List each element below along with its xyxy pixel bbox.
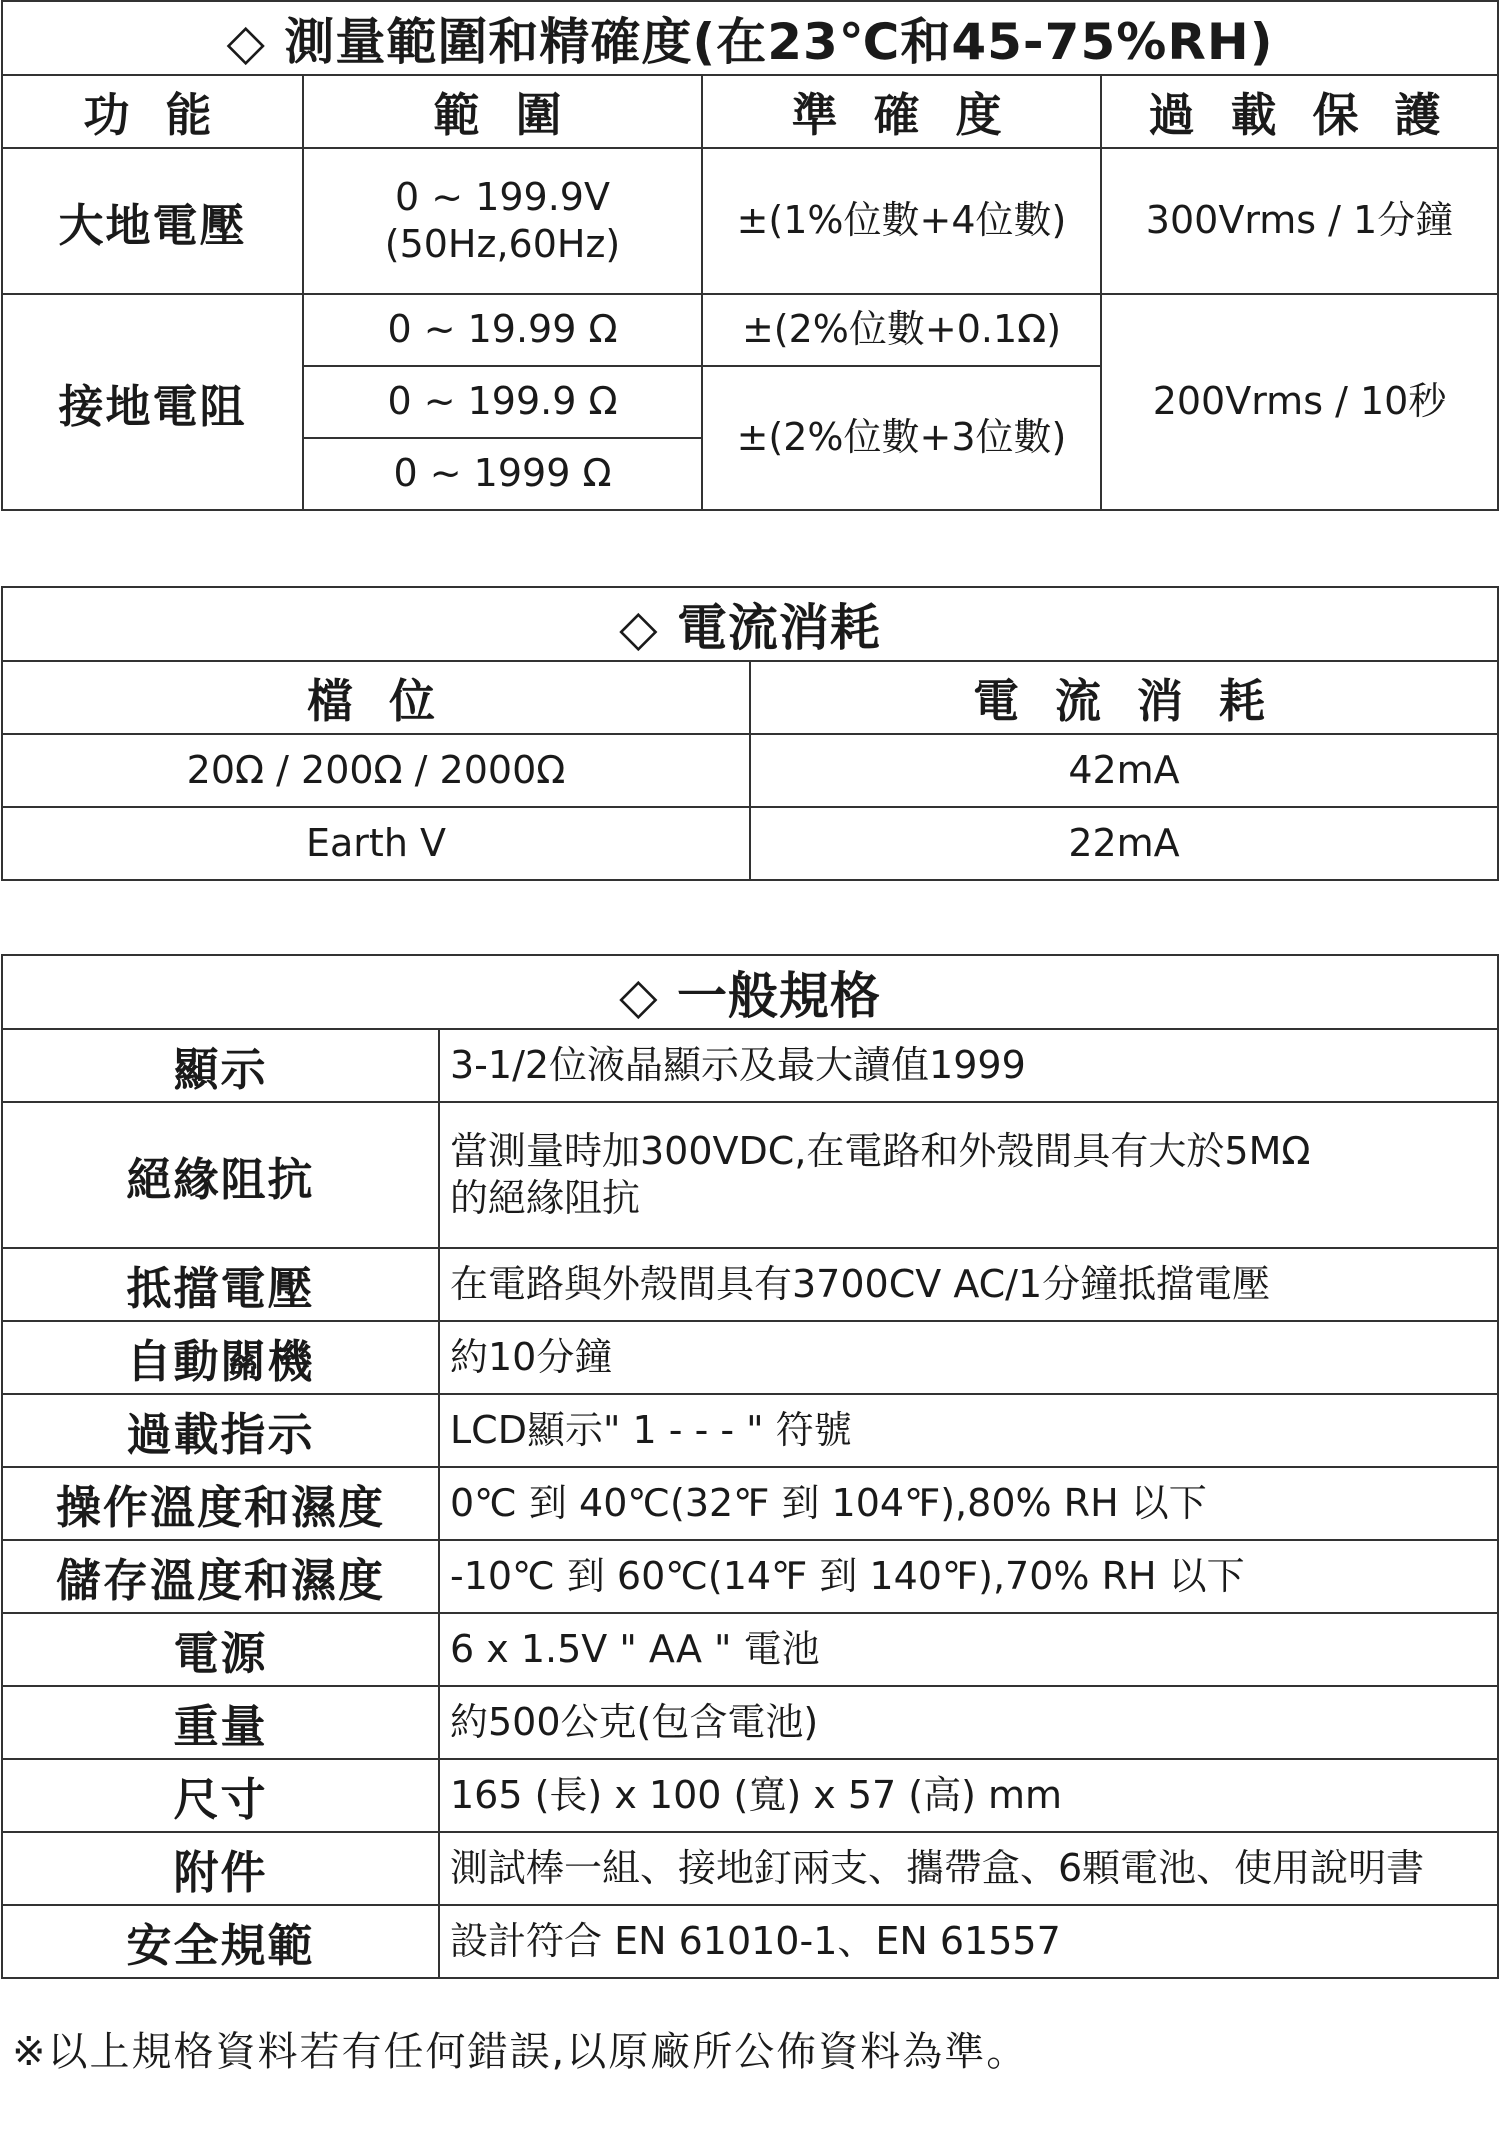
spec-value-overload-indicator: LCD顯示" 1 - - - " 符號 <box>439 1394 1498 1467</box>
spec-value-insulation-line-1: 當測量時加300VDC,在電路和外殼間具有大於5MΩ <box>450 1128 1311 1173</box>
spec-value-weight: 約500公克(包含電池) <box>439 1686 1498 1759</box>
earth-resistance-range-2: 0 ~ 199.9 Ω <box>303 366 702 438</box>
spec-value-insulation <box>439 1102 1498 1248</box>
disclaimer-note: ※以上規格資料若有任何錯誤,以原廠所公佈資料為準。 <box>12 2029 1029 2075</box>
earth-resistance-label: 接地電阻 <box>2 294 303 510</box>
spec-value-dimensions: 165 (長) x 100 (寬) x 57 (高) mm <box>439 1759 1498 1832</box>
header-function: 功 能 <box>2 75 303 148</box>
measurement-title: ◇ 測量範圍和精確度(在23℃和45-75%RH) <box>2 1 1498 75</box>
current-row-1-value: 42mA <box>750 734 1498 807</box>
spec-value-operating-environment: 0℃ 到 40℃(32℉ 到 104℉),80% RH 以下 <box>439 1467 1498 1540</box>
header-current: 電 流 消 耗 <box>750 661 1498 734</box>
spec-label-display: 顯示 <box>2 1029 439 1102</box>
earth-resistance-overload: 200Vrms / 10秒 <box>1101 294 1498 510</box>
spec-label-insulation: 絕緣阻抗 <box>2 1102 439 1248</box>
header-position: 檔 位 <box>2 661 750 734</box>
spec-value-safety-standard: 設計符合 EN 61010-1、EN 61557 <box>439 1905 1498 1978</box>
spec-label-storage-environment: 儲存溫度和濕度 <box>2 1540 439 1613</box>
earth-voltage-frequency: (50Hz,60Hz) <box>384 222 621 266</box>
current-row-2-value: 22mA <box>750 807 1498 880</box>
spec-label-withstand-voltage: 抵擋電壓 <box>2 1248 439 1321</box>
header-overload: 過 載 保 護 <box>1101 75 1498 148</box>
current-title: ◇ 電流消耗 <box>2 587 1498 661</box>
earth-resistance-range-3: 0 ~ 1999 Ω <box>303 438 702 510</box>
spec-label-safety-standard: 安全規範 <box>2 1905 439 1978</box>
earth-resistance-accuracy-2: ±(2%位數+3位數) <box>702 366 1101 510</box>
spec-label-operating-environment: 操作溫度和濕度 <box>2 1467 439 1540</box>
header-accuracy: 準 確 度 <box>702 75 1101 148</box>
current-row-1-range: 20Ω / 200Ω / 2000Ω <box>2 734 750 807</box>
spec-value-display: 3-1/2位液晶顯示及最大讀值1999 <box>439 1029 1498 1102</box>
measurement-table <box>1 0 1499 511</box>
spec-label-overload-indicator: 過載指示 <box>2 1394 439 1467</box>
spec-label-power: 電源 <box>2 1613 439 1686</box>
spec-value-power: 6 x 1.5V " AA " 電池 <box>439 1613 1498 1686</box>
general-spec-table <box>1 954 1499 1979</box>
spec-label-weight: 重量 <box>2 1686 439 1759</box>
earth-resistance-range-1: 0 ~ 19.99 Ω <box>303 294 702 366</box>
earth-resistance-accuracy-1: ±(2%位數+0.1Ω) <box>702 294 1101 366</box>
spec-label-accessories: 附件 <box>2 1832 439 1905</box>
current-table <box>1 586 1499 881</box>
spec-label-auto-power-off: 自動關機 <box>2 1321 439 1394</box>
earth-voltage-overload: 300Vrms / 1分鐘 <box>1101 148 1498 294</box>
spec-value-accessories: 測試棒一組、接地釘兩支、攜帶盒、6顆電池、使用說明書 <box>439 1832 1498 1905</box>
spec-value-auto-power-off: 約10分鐘 <box>439 1321 1498 1394</box>
spec-value-insulation-line-2: 的絕緣阻抗 <box>450 1176 641 1220</box>
earth-voltage-range <box>303 148 702 294</box>
general-title: ◇ 一般規格 <box>2 955 1498 1029</box>
earth-voltage-range-value: 0 ~ 199.9V <box>395 174 610 219</box>
earth-voltage-label: 大地電壓 <box>2 148 303 294</box>
spec-value-withstand-voltage: 在電路與外殼間具有3700CV AC/1分鐘抵擋電壓 <box>439 1248 1498 1321</box>
current-row-2-range: Earth V <box>2 807 750 880</box>
spec-label-dimensions: 尺寸 <box>2 1759 439 1832</box>
spec-value-storage-environment: -10℃ 到 60℃(14℉ 到 140℉),70% RH 以下 <box>439 1540 1498 1613</box>
earth-voltage-accuracy: ±(1%位數+4位數) <box>702 148 1101 294</box>
header-range: 範 圍 <box>303 75 702 148</box>
